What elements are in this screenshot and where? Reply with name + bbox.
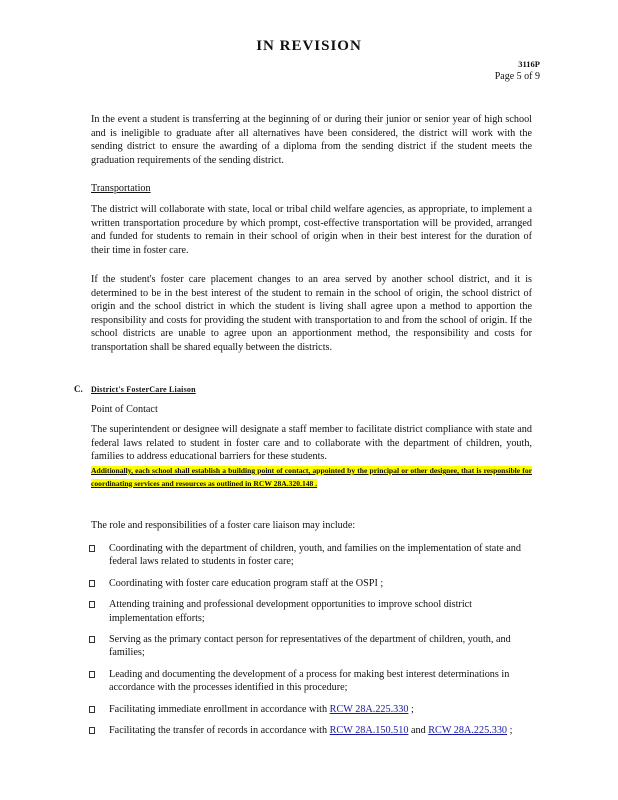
list-item: Facilitating immediate enrollment in accordance with RCW 28A.225.330 ; (89, 703, 535, 716)
roles-list (89, 542, 535, 745)
bullet-box-icon (89, 671, 95, 678)
intro-paragraph: In the event a student is transferring at the beginning of or during their junior or senior year of high school and is ineligible to graduate after all alternatives have been considered, the district will work with the sending district to ensure the awarding of a diploma from the sending district if the student meets the graduation requirements of the sending district. (91, 114, 532, 166)
list-item: Facilitating the transfer of records in accordance with RCW 28A.150.510 and RCW 28A.225.330 ; (89, 724, 535, 737)
list-item: Serving as the primary contact person for representatives of the department of children, youth, and families; (89, 633, 535, 660)
page-number: Page 5 of 9 (494, 71, 540, 82)
rcw-link[interactable]: RCW 28A.225.330 (428, 725, 508, 737)
list-item: Leading and documenting the development of a process for making best interest determinations in accordance with the processes identified in this procedure; (89, 668, 535, 695)
bullet-box-icon (89, 636, 95, 643)
list-item: Coordinating with foster care education program staff at the OSPI ; (89, 577, 535, 590)
bullet-box-icon (89, 706, 95, 713)
section-c-title: District's FosterCare Liaison (91, 385, 196, 394)
revision-title: IN REVISION (256, 38, 362, 54)
transportation-paragraph-2: If the student's foster care placement changes to an area served by another school district, and it is determined to be in the best interest of the student to remain in the school of origin, the school district of origin and the school district in which the student is living shall agree upon a method to apportion the responsibility and costs for providing the student with transportation to and from the school of origin. If the school districts are unable to agree upon an apportionment method, the responsibility and costs for transportation shall be shared equally between the districts. (91, 274, 532, 353)
rcw-link[interactable]: RCW 28A.150.510 (329, 725, 409, 737)
roles-intro: The role and responsibilities of a foster care liaison may include: (91, 520, 356, 531)
bullet-box-icon (89, 580, 95, 587)
bullet-box-icon (89, 545, 95, 552)
bullet-box-icon (89, 727, 95, 734)
highlighted-revision-text (91, 465, 532, 490)
liaison-paragraph: The superintendent or designee will designate a staff member to facilitate district compliance with state and federal laws related to student in foster care and to collaborate with the department of children, youth, families to address educational barriers for these students. (91, 424, 532, 463)
rcw-link[interactable]: RCW 28A.225.330 (329, 703, 409, 715)
section-c-letter: C. (74, 384, 83, 394)
point-of-contact-heading: Point of Contact (91, 404, 158, 415)
bullet-box-icon (89, 601, 95, 608)
list-item: Attending training and professional development opportunities to improve school district implementation efforts; (89, 598, 535, 625)
highlight-span: Additionally, each school shall establish a building point of contact, appointed by the principal or other designee, that is responsible for coordinating services and resources as outlined in RCW 28A.320.148 . (91, 466, 532, 488)
transportation-heading: Transportation (91, 183, 151, 194)
list-item: Coordinating with the department of children, youth, and families on the implementation of state and federal laws related to students in foster care; (89, 542, 535, 569)
policy-number: 3116P (518, 59, 540, 69)
transportation-paragraph-1: The district will collaborate with state, local or tribal child welfare agencies, as appropriate, to implement a written transportation procedure by which prompt, cost-effective transportation will be provided, arranged and funded for students to remain in their school of origin when in their best interest for the duration of their time in foster care. (91, 204, 532, 256)
